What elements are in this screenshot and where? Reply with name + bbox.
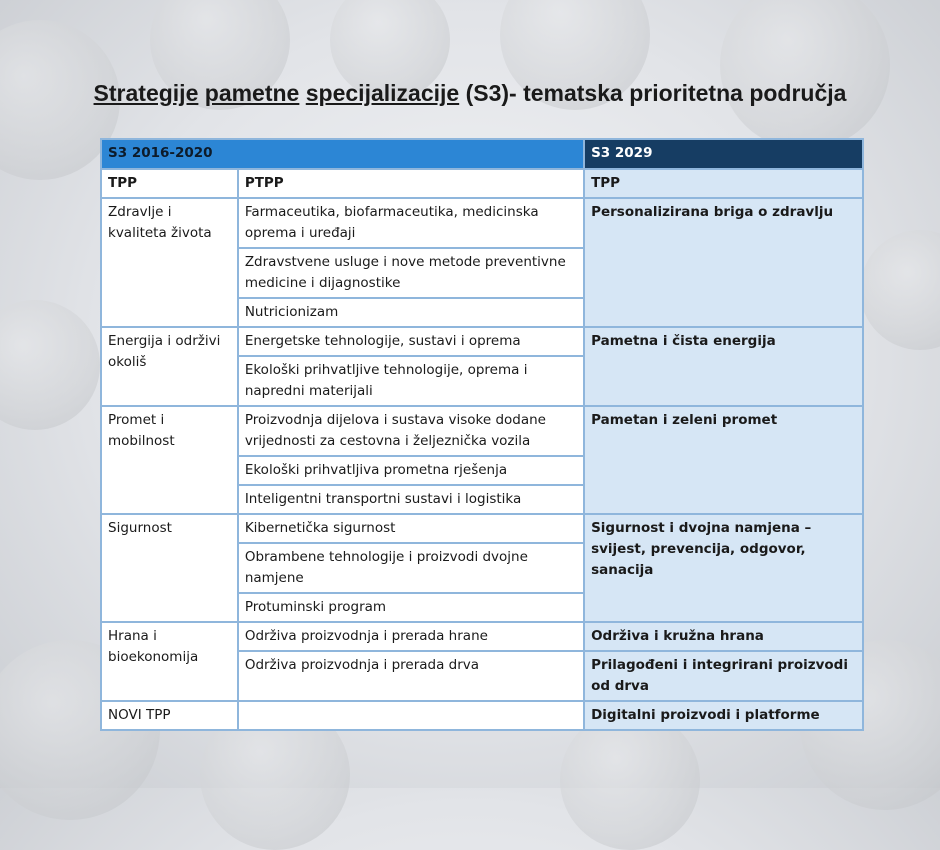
ptpp-cell: Kibernetička sigurnost — [238, 514, 584, 543]
table-row — [101, 406, 863, 456]
ptpp-cell: Energetske tehnologije, sustavi i oprema — [238, 327, 584, 356]
subheader-ptpp: PTPP — [238, 169, 584, 198]
background-figure — [860, 230, 940, 350]
priority-table-container — [100, 138, 864, 731]
title-part: specijalizacije — [305, 80, 460, 106]
tpp-cell: Energija i održivi okoliš — [101, 327, 238, 406]
subheader-tpp-2029: TPP — [584, 169, 863, 198]
ptpp-cell: Inteligentni transportni sustavi i logistika — [238, 485, 584, 514]
table-row — [101, 198, 863, 248]
ptpp-cell: Farmaceutika, biofarmaceutika, medicinska oprema i uređaji — [238, 198, 584, 248]
s3-2029-cell: Prilagođeni i integrirani proizvodi od drva — [584, 651, 863, 701]
ptpp-cell: Zdravstvene usluge i nove metode preventivne medicine i dijagnostike — [238, 248, 584, 298]
s3-2029-cell: Sigurnost i dvojna namjena – svijest, prevencija, odgovor, sanacija — [584, 514, 863, 622]
table-row — [101, 327, 863, 356]
ptpp-cell: Obrambene tehnologije i proizvodi dvojne namjene — [238, 543, 584, 593]
ptpp-cell: Proizvodnja dijelova i sustava visoke dodane vrijednosti za cestovna i željeznička vozila — [238, 406, 584, 456]
ptpp-cell: Održiva proizvodnja i prerada drva — [238, 651, 584, 701]
tpp-cell: Promet i mobilnost — [101, 406, 238, 514]
ptpp-cell — [238, 701, 584, 730]
header-s3-2016-2020: S3 2016-2020 — [101, 139, 584, 169]
background-figure — [560, 710, 700, 850]
table-row — [101, 701, 863, 730]
s3-2029-cell: Pametna i čista energija — [584, 327, 863, 406]
ptpp-cell: Ekološki prihvatljiva prometna rješenja — [238, 456, 584, 485]
tpp-cell: Hrana i bioekonomija — [101, 622, 238, 701]
page-title — [0, 80, 940, 107]
s3-2029-cell: Održiva i kružna hrana — [584, 622, 863, 651]
table-subheader-row — [101, 169, 863, 198]
table-row — [101, 514, 863, 543]
title-part: Strategije — [93, 80, 199, 106]
table-header-row — [101, 139, 863, 169]
title-part: pametne — [204, 80, 300, 106]
ptpp-cell: Protuminski program — [238, 593, 584, 622]
background-figure — [720, 0, 890, 150]
priority-table — [100, 138, 864, 731]
s3-2029-cell: Pametan i zeleni promet — [584, 406, 863, 514]
header-s3-2029: S3 2029 — [584, 139, 863, 169]
ptpp-cell: Ekološki prihvatljive tehnologije, oprema i napredni materijali — [238, 356, 584, 406]
ptpp-cell: Nutricionizam — [238, 298, 584, 327]
s3-2029-cell: Digitalni proizvodi i platforme — [584, 701, 863, 730]
tpp-cell: Sigurnost — [101, 514, 238, 622]
s3-2029-cell: Personalizirana briga o zdravlju — [584, 198, 863, 327]
tpp-cell: Zdravlje i kvaliteta života — [101, 198, 238, 327]
title-part: (S3)- tematska prioritetna područja — [465, 80, 847, 106]
table-row — [101, 622, 863, 651]
ptpp-cell: Održiva proizvodnja i prerada hrane — [238, 622, 584, 651]
background-figure — [0, 300, 100, 430]
subheader-tpp: TPP — [101, 169, 238, 198]
tpp-cell: NOVI TPP — [101, 701, 238, 730]
